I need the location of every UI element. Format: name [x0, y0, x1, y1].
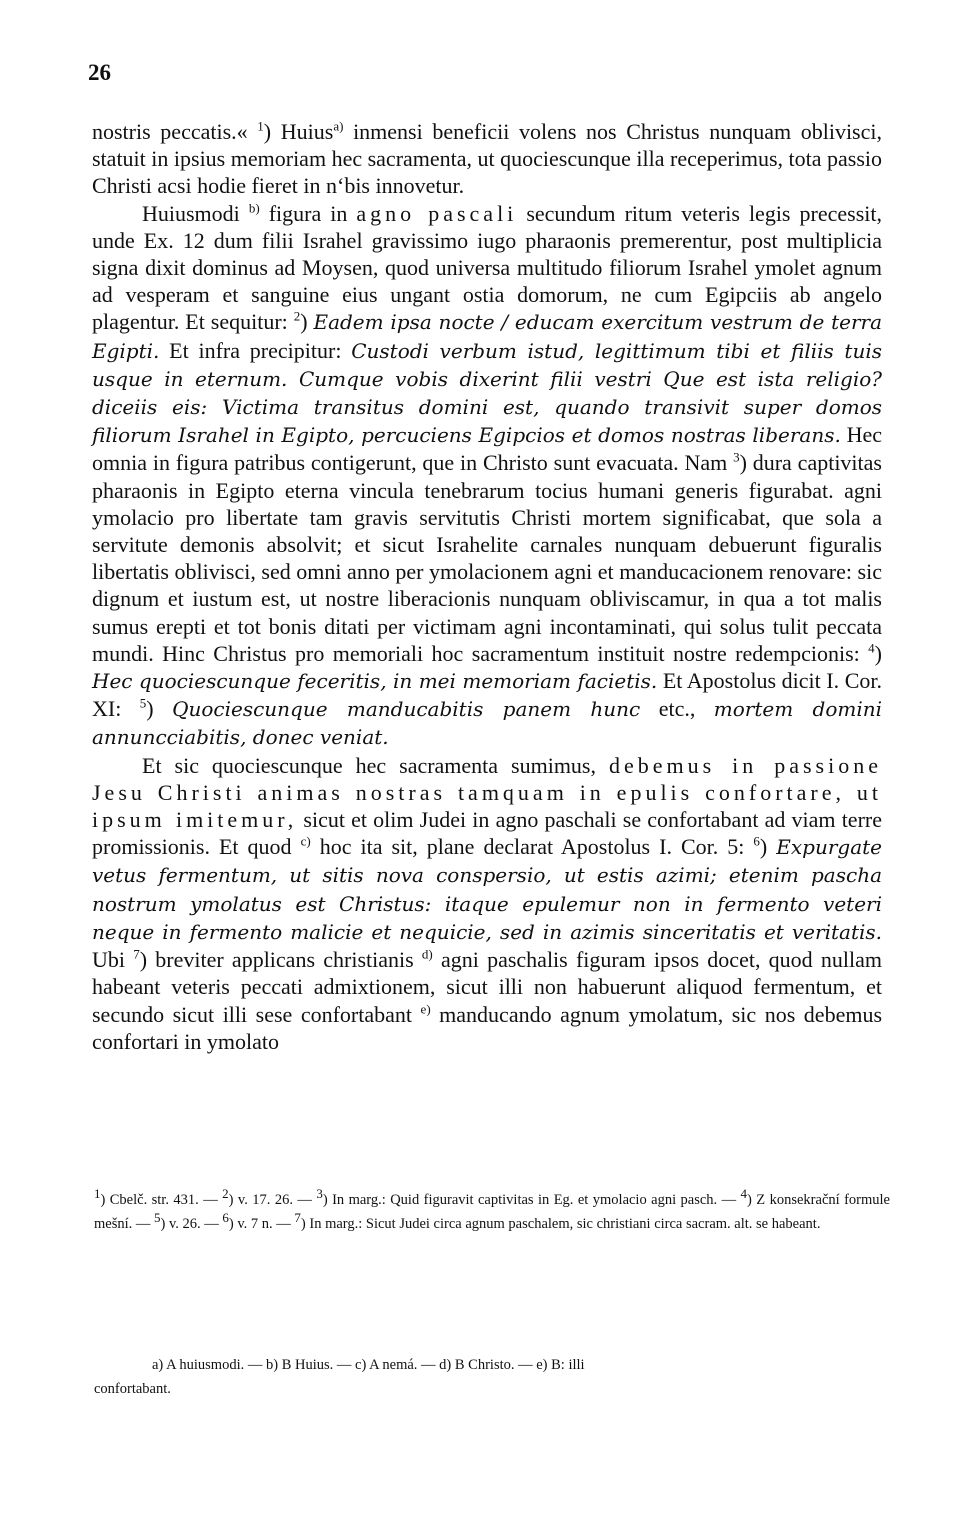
text-segment: )	[146, 696, 173, 722]
quotation: mortem domini annuncciabitis, donec veniat.	[92, 697, 882, 750]
apparatus-line-2: confortabant.	[94, 1381, 171, 1397]
emphasized-text: agno pascali	[356, 200, 518, 226]
text-segment: Ubi	[92, 947, 134, 973]
text-segment: ) dura captivitas pharaonis in Egipto eterna vincula tenebrarum tocius humani generis figurabat. agni ymolacio pro libertate tam gravis servitutis Christi mortem significabat, que sola a servitute demonis absolvit; et sicut Israhelite carnales nunquam debuerunt figuralis libertatis oblivisci, sed omni anno per ymolacionem agni et manducacionem renovare: sic dignum et iustum est, ut nostre liberacionis nunquam obliviscamur, in qua a tot malis sumus erepti et tot bonis ditati per victimam agni incontaminati, qui solus tulit peccata mundi. Hinc Christus pro memoriali hoc sacramentum instituit nostre redempcionis:	[92, 450, 882, 666]
text-segment: ) In marg.: Sicut Judei circa agnum paschalem, sic christiani circa sacram. alt. se habeant.	[300, 1216, 821, 1232]
note-marker: 3	[316, 1186, 323, 1202]
footnotes	[94, 1188, 890, 1236]
text-segment: ) breviter applicans christianis	[139, 947, 422, 973]
text-segment: inmensi beneficii volens nos Christus nunquam oblivisci, statuit in ipsius memoriam hec sacramenta, ut quociescunque illa receperimus, tota passio Christi acsi hodie fieret in nʻbis innovetur.	[92, 119, 882, 199]
text-segment: ) Cbelč. str. 431. —	[100, 1192, 223, 1208]
text-segment: Et Apostolus dicit I. Cor. XI:	[92, 668, 882, 722]
note-marker: 2	[222, 1186, 229, 1202]
page-number: 26	[88, 60, 111, 85]
apparatus-line-1: a) A huiusmodi. — b) B Huius. — c) A nemá. — d) B Christo. — e) B: illi	[152, 1357, 585, 1373]
text-segment: «	[236, 119, 258, 144]
text-segment: Et infra precipitur:	[159, 337, 352, 363]
quotation: Hec quociescunque feceritis, in mei memoriam facietis.	[92, 669, 658, 694]
text-segment: ) Huius	[263, 119, 334, 144]
text-segment: ) v. 17. 26. —	[228, 1192, 317, 1208]
quotation: Quociescunque manducabitis panem hunc	[172, 697, 641, 722]
quotation: Eadem ipsa nocte / educam exercitum vestrum de terra Egipti.	[92, 310, 883, 363]
note-marker: b)	[248, 200, 260, 216]
text-segment: sicut et olim Judei in agno paschali se confortabant ad viam terre promissionis. Et quod	[92, 807, 882, 860]
text-segment: )	[759, 834, 777, 860]
note-marker: 7	[294, 1210, 301, 1226]
note-marker: 6	[753, 833, 760, 849]
note-marker: c)	[300, 833, 311, 849]
note-marker: 4	[740, 1186, 748, 1202]
text-segment: Hec omnia in figura patribus contigerunt, que in Christo sunt evacuata. Nam	[92, 422, 882, 476]
critical-apparatus	[94, 1353, 890, 1401]
text-segment: agni paschalis figuram ipsos docet, quod nullam habeant veteris peccati admixtionem, sicut illi non habuerunt aliquod fermentum, et secundo sicut illi sese confortabant	[92, 947, 883, 1027]
quotation: Custodi verbum istud, legittimum tibi et filiis tuis usque in eternum. Cumque vobis dixerint filii vestri Que est ista religio? diceiis eis: Victima transitus domini est, quando transivit super domos filiorum Israhel in Egipto, percuciens Egipcios et domos nostras liberans.	[92, 338, 882, 448]
paragraph	[92, 200, 882, 752]
text-segment: nostris peccatis.	[92, 119, 237, 144]
note-marker: 1	[94, 1186, 101, 1202]
text-segment: ) v. 7 n. —	[228, 1216, 295, 1232]
paragraph	[92, 752, 882, 1055]
note-marker: 4	[868, 640, 875, 656]
quotation: Expurgate vetus fermentum, ut sitis nova conspersio, ut estis azimi; etenim pascha nostrum ymolatus est Christus: itaque epulemur non in fermento veteri neque in fermento malicie et nequicie, sed in azimis sinceritatis et veritatis.	[92, 835, 883, 944]
text-segment: figura in	[259, 200, 357, 226]
text-segment: ) Z konsekrační formule mešní. —	[94, 1192, 890, 1232]
text-segment: Et sic quociescunque hec sacramenta sumimus,	[142, 752, 609, 778]
text-segment: secundum ritum veteris legis precessit, unde Ex. 12 dum filii Israhel gravissimo iugo pharaonis premerentur, post multiplicia signa dixit dominus ad Moysen, quod universa multitudo filiorum Israhel ymolet agnum ad vesperam et sanguine eius ungant ostia domorum, ne cum Egipciis ab angelo plagentur. Et sequitur:	[92, 200, 882, 335]
note-marker: 5	[154, 1210, 161, 1226]
note-marker: 6	[222, 1210, 229, 1226]
text-segment: ) In marg.: Quid figuravit captivitas in Eg. et ymolacio agni pasch. —	[322, 1192, 741, 1208]
main-text	[92, 118, 882, 1055]
note-marker: 3	[733, 450, 740, 466]
note-marker: d)	[421, 946, 433, 962]
paragraph	[92, 118, 882, 200]
text-segment: )	[874, 640, 882, 666]
note-marker: e)	[420, 1001, 431, 1017]
note-marker: 1	[257, 118, 264, 134]
note-marker: 7	[133, 946, 140, 962]
text-segment: manducando agnum ymolatum, sic nos debemus confortari in ymolato	[92, 1001, 883, 1054]
text-segment: ) v. 26. —	[160, 1216, 223, 1232]
note-marker: a)	[333, 118, 344, 134]
emphasized-text: debemus in passione Jesu Christi animas nostras tamquam in epulis confortare, ut ipsum imitemur,	[92, 752, 882, 833]
note-marker: 5	[139, 695, 147, 711]
text-segment: hoc ita sit, plane declarat Apostolus I. Cor. 5:	[310, 834, 754, 860]
text-segment: Huiusmodi	[142, 200, 249, 226]
text-segment: etc.,	[640, 696, 714, 722]
text-segment: )	[300, 309, 314, 335]
note-marker: 2	[293, 309, 301, 325]
